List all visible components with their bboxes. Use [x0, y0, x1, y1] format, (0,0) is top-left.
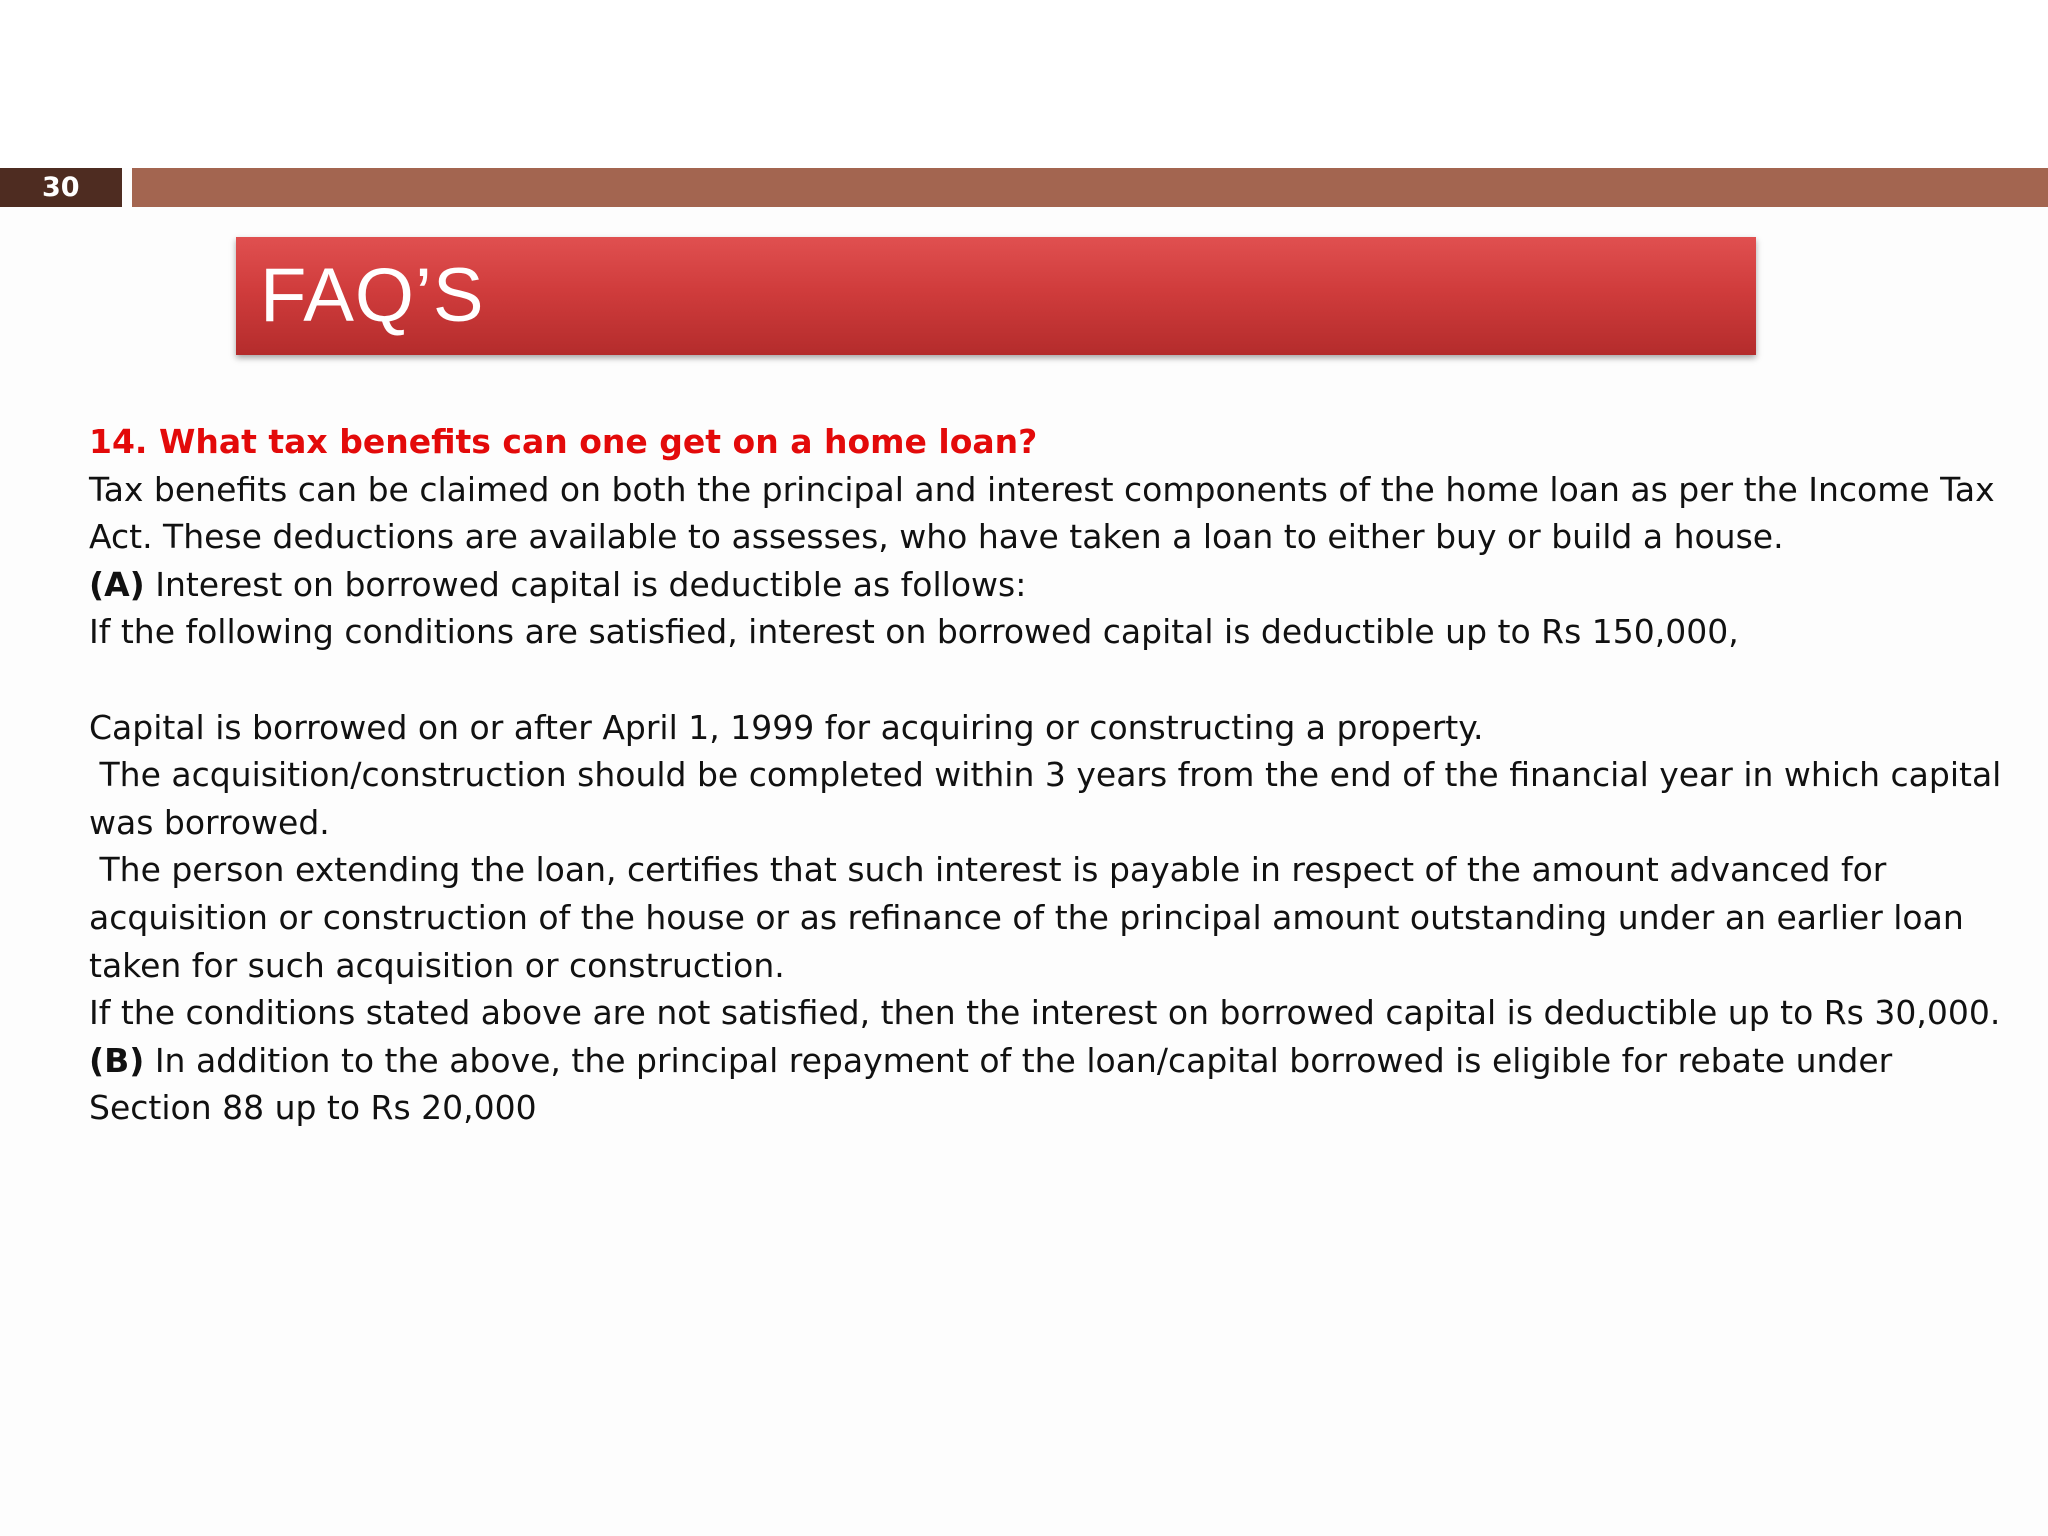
- point-a-label: (A): [89, 564, 145, 604]
- point-a-text: Interest on borrowed capital is deductible as follows:: [144, 564, 1027, 604]
- intro-line-1: Tax benefits can be claimed on both the principal and interest components of the home loan as per the Income Tax: [89, 469, 1995, 509]
- slide-top-margin: [0, 0, 2048, 168]
- condition-1: Capital is borrowed on or after April 1, 1999 for acquiring or constructing a property.: [89, 707, 1484, 747]
- point-b: [89, 1037, 1989, 1085]
- conditions-intro: If the following conditions are satisfied, interest on borrowed capital is deductible up to Rs 150,000,: [89, 612, 1739, 652]
- point-a: [89, 561, 1989, 609]
- faq-question: 14. What tax benefits can one get on a home loan?: [89, 422, 1038, 461]
- condition-2-line-2: was borrowed.: [89, 802, 330, 842]
- intro-line-2: Act. These deductions are available to assesses, who have taken a loan to either buy or build a house.: [89, 517, 1784, 557]
- slide-number: 30: [0, 168, 122, 207]
- slide-title: FAQ’S: [260, 253, 485, 338]
- point-b-line-2: Section 88 up to Rs 20,000: [89, 1088, 537, 1128]
- condition-3-line-1: The person extending the loan, certifies that such interest is payable in respect of the amount advanced for: [89, 850, 1887, 890]
- condition-2-line-1: The acquisition/construction should be completed within 3 years from the end of the financial year in which capital: [89, 755, 2002, 795]
- condition-3-line-3: taken for such acquisition or construction.: [89, 945, 785, 985]
- title-banner: [236, 237, 1756, 355]
- blank-line: [89, 656, 1989, 704]
- point-b-text: In addition to the above, the principal repayment of the loan/capital borrowed is eligible for rebate under: [144, 1040, 1893, 1080]
- faq-content: [89, 418, 2002, 1132]
- condition-3-line-2: acquisition or construction of the house or as refinance of the principal amount outstanding under an earlier loan: [89, 897, 1964, 937]
- not-satisfied-line: If the conditions stated above are not satisfied, then the interest on borrowed capital is deductible up to Rs 30,000.: [89, 993, 2001, 1033]
- point-b-label: (B): [89, 1040, 145, 1080]
- header-bar: [132, 168, 2048, 207]
